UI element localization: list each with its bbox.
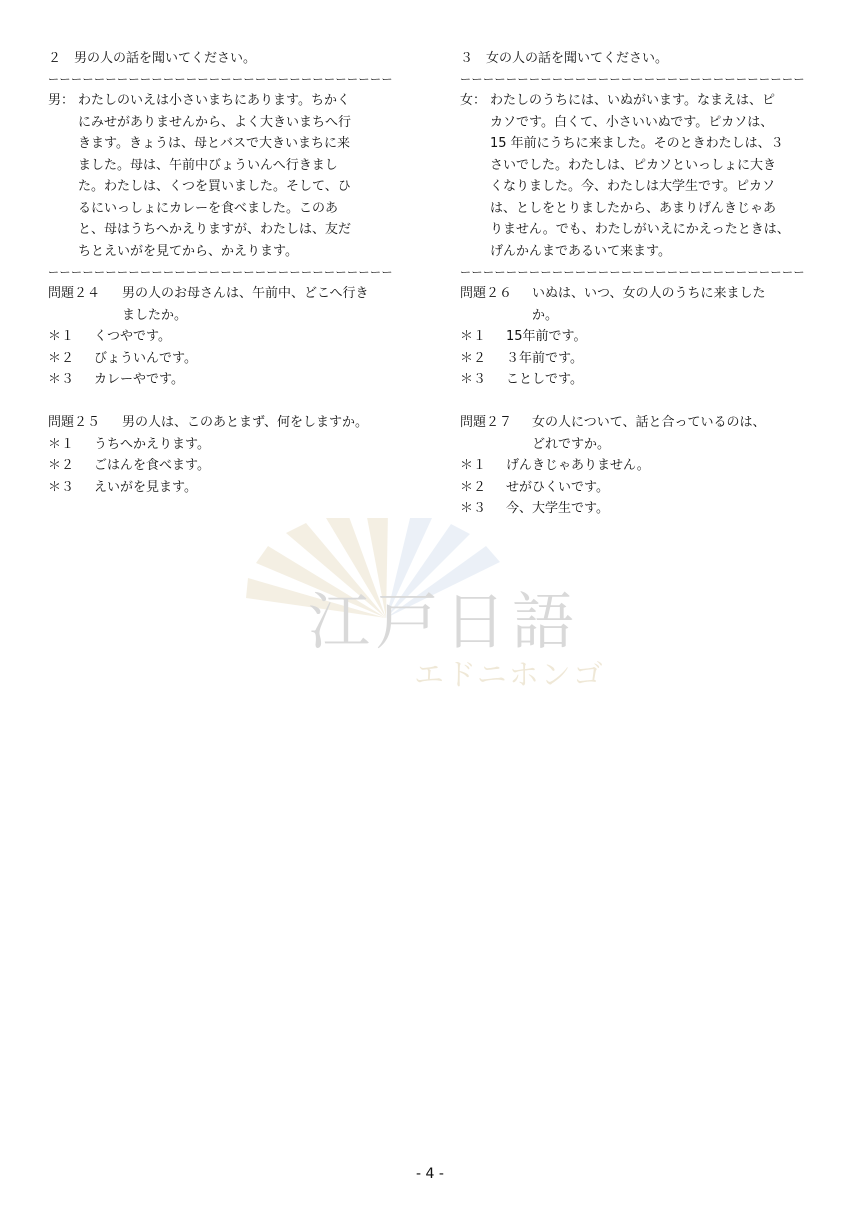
question-27 bbox=[460, 412, 824, 520]
answer-option bbox=[460, 477, 824, 499]
answer-option bbox=[460, 326, 824, 348]
transcript-line: わたしのうちには、いぬがいます。なまえは、ピ bbox=[490, 93, 775, 108]
fan-rays-icon bbox=[236, 518, 626, 698]
section-heading: ３ 女の人の話を聞いてください。 bbox=[460, 51, 669, 66]
option-text: ３年前です。 bbox=[506, 350, 583, 366]
option-text: ごはんを食べます。 bbox=[94, 458, 210, 473]
question-text: 男の人は、このあとまず、何をしますか。 bbox=[122, 415, 368, 430]
answer-option bbox=[460, 498, 824, 520]
divider-rule: ーーーーーーーーーーーーーーーーーーーーーーーーーーーーーー bbox=[48, 73, 393, 86]
transcript-line: ました。母は、午前中びょういんへ行きまし bbox=[78, 157, 338, 173]
option-mark: ＊１ bbox=[48, 329, 75, 344]
answer-option bbox=[460, 369, 824, 391]
option-text: 今、大学生です。 bbox=[506, 501, 609, 516]
option-mark: ＊１ bbox=[460, 329, 487, 344]
transcript-line: くなりました。今、わたしは大学生です。ピカソ bbox=[490, 179, 775, 194]
answer-option bbox=[48, 348, 400, 370]
transcript-line: にみせがありませんから、よく大きいまちへ行 bbox=[78, 114, 352, 130]
divider-rule: ーーーーーーーーーーーーーーーーーーーーーーーーーーーーーー bbox=[460, 266, 805, 279]
option-text: 15年前です。 bbox=[506, 329, 587, 344]
transcript-line: と、母はうちへかえりますが、わたしは、友だ bbox=[78, 222, 352, 237]
option-mark: ＊３ bbox=[460, 372, 487, 387]
option-text: げんきじゃありません。 bbox=[506, 458, 650, 473]
option-mark: ＊２ bbox=[48, 458, 75, 473]
option-mark: ＊３ bbox=[48, 479, 75, 495]
transcript-line: わたしのいえは小さいまちにあります。ちかく bbox=[78, 93, 350, 108]
question-number: 問題２６ bbox=[460, 286, 513, 301]
option-text: びょういんです。 bbox=[94, 350, 197, 366]
question-number: 問題２４ bbox=[48, 286, 101, 301]
option-mark: ＊２ bbox=[460, 479, 487, 495]
transcript bbox=[460, 90, 824, 262]
answer-option bbox=[48, 326, 400, 348]
option-text: うちへかえります。 bbox=[94, 436, 210, 452]
question-number: 問題２５ bbox=[48, 415, 101, 430]
transcript-line: は、としをとりましたから、あまりげんきじゃあ bbox=[490, 200, 777, 216]
question-25 bbox=[48, 412, 400, 498]
answer-option bbox=[48, 434, 400, 456]
question-text: 女の人について、話と合っているのは、 bbox=[532, 415, 766, 430]
divider-rule: ーーーーーーーーーーーーーーーーーーーーーーーーーーーーーー bbox=[48, 266, 393, 279]
answer-option bbox=[460, 455, 824, 477]
question-number: 問題２７ bbox=[460, 415, 513, 430]
transcript-line: るにいっしょにカレーを食べました。このあ bbox=[78, 200, 339, 216]
transcript-line: 15 年前にうちに来ました。そのときわたしは、３ bbox=[490, 136, 784, 151]
transcript-line: ちとえいがを見てから、かえります。 bbox=[78, 243, 298, 259]
answer-option bbox=[460, 348, 824, 370]
speaker-label: 男： bbox=[48, 93, 75, 108]
option-mark: ＊３ bbox=[48, 372, 75, 387]
question-text: ましたか。 bbox=[122, 307, 188, 323]
section-2 bbox=[48, 48, 400, 498]
section-heading: ２ 男の人の話を聞いてください。 bbox=[48, 51, 257, 66]
option-text: えいがを見ます。 bbox=[94, 479, 197, 495]
transcript bbox=[48, 90, 400, 262]
answer-option bbox=[48, 455, 400, 477]
option-text: せがひくいです。 bbox=[506, 479, 609, 495]
option-mark: ＊１ bbox=[460, 458, 487, 473]
option-text: くつやです。 bbox=[94, 329, 171, 344]
watermark-logo bbox=[236, 518, 626, 698]
section-3 bbox=[460, 48, 824, 520]
question-text: どれですか。 bbox=[532, 436, 611, 452]
option-mark: ＊２ bbox=[48, 350, 75, 366]
divider-rule: ーーーーーーーーーーーーーーーーーーーーーーーーーーーーーー bbox=[460, 73, 805, 86]
watermark-brand-text: 江戸日語 bbox=[308, 585, 581, 658]
answer-option bbox=[48, 369, 400, 391]
option-text: カレーやです。 bbox=[94, 372, 184, 387]
transcript-line: た。わたしは、くつを買いました。そして、ひ bbox=[78, 179, 351, 194]
transcript-line: きます。きょうは、母とバスで大きいまちに来 bbox=[78, 136, 350, 151]
question-text: いぬは、いつ、女の人のうちに来ました bbox=[532, 286, 766, 301]
page-number: - 4 - bbox=[416, 1166, 444, 1182]
answer-option bbox=[48, 477, 400, 499]
transcript-line: りません。でも、わたしがいえにかえったときは、 bbox=[490, 222, 790, 237]
speaker-label: 女： bbox=[460, 93, 487, 108]
transcript-line: さいでした。わたしは、ピカソといっしょに大き bbox=[490, 157, 777, 173]
option-mark: ＊１ bbox=[48, 436, 75, 452]
transcript-line: げんかんまであるいて来ます。 bbox=[490, 243, 671, 259]
option-mark: ＊２ bbox=[460, 350, 487, 366]
question-24 bbox=[48, 283, 400, 391]
watermark-kana-text: エドニホンゴ bbox=[414, 658, 605, 693]
question-26 bbox=[460, 283, 824, 391]
transcript-line: カソです。白くて、小さいいぬです。ピカソは、 bbox=[490, 114, 774, 130]
question-text: か。 bbox=[532, 307, 559, 323]
option-mark: ＊３ bbox=[460, 501, 487, 516]
question-text: 男の人のお母さんは、午前中、どこへ行き bbox=[122, 286, 369, 301]
option-text: ことしです。 bbox=[506, 372, 583, 387]
